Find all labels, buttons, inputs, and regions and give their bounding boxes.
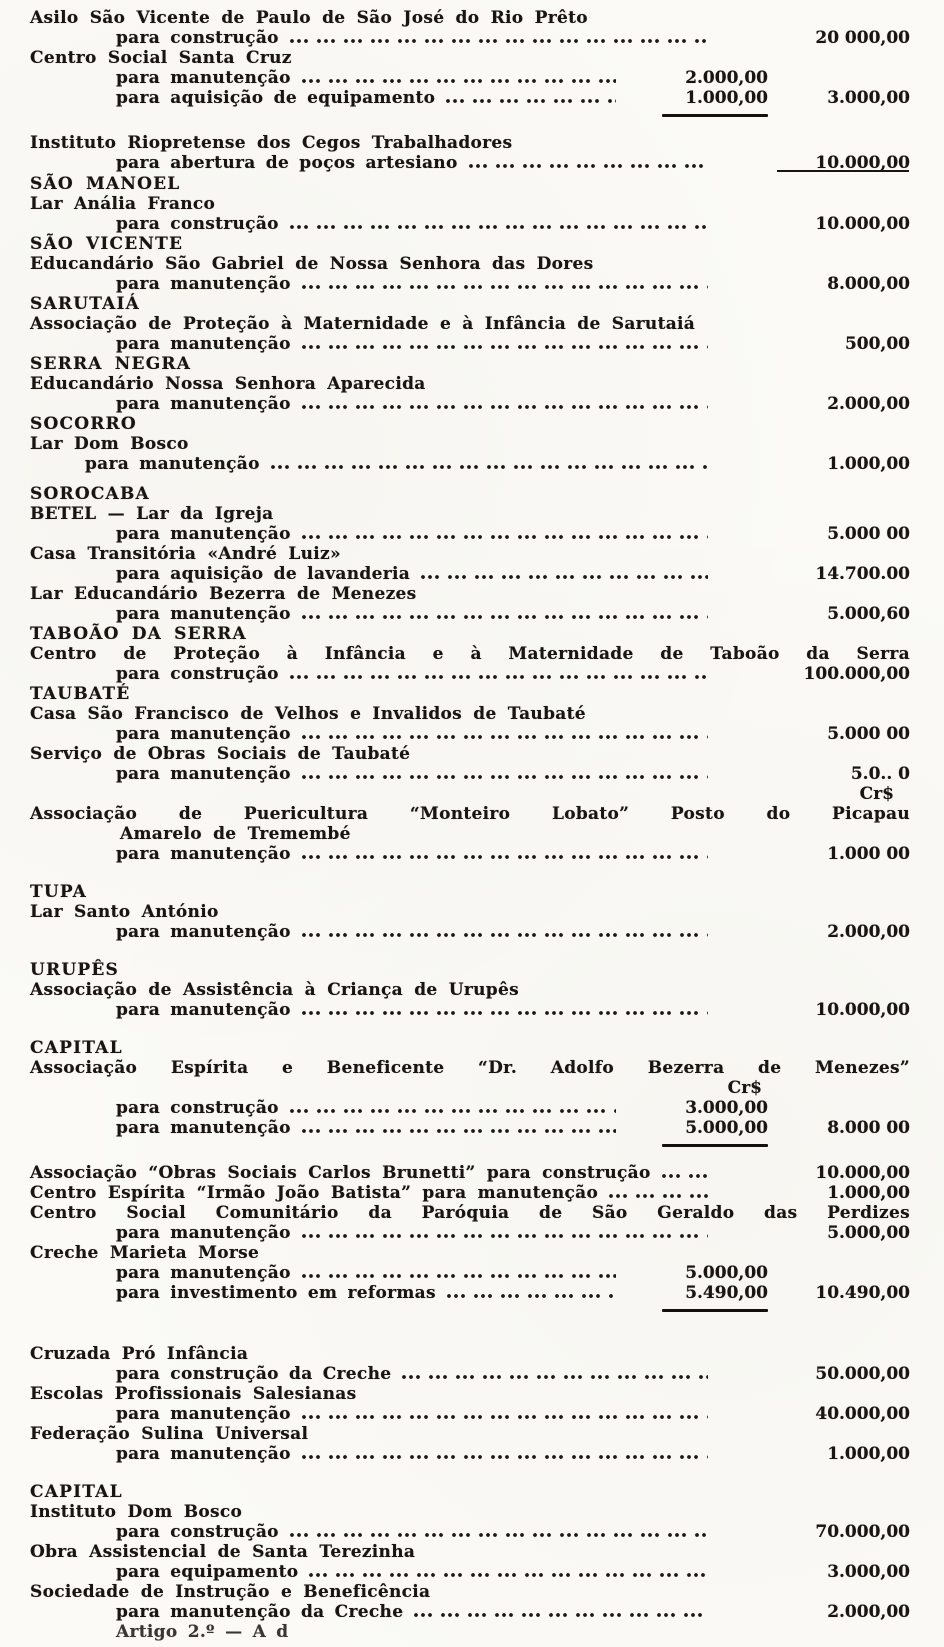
purpose-label: para manutenção xyxy=(116,724,291,744)
purpose-label: para manutenção xyxy=(116,68,291,88)
org-purpose-line: Centro Espírita “Irmão João Batista” para manutenção xyxy=(30,1183,599,1203)
dot-leader xyxy=(413,1602,708,1622)
amount-outer: 50.000,00 xyxy=(815,1364,910,1384)
document-row xyxy=(30,28,910,48)
document-row xyxy=(30,1582,910,1602)
org-name: Educandário Nossa Senhora Aparecida xyxy=(30,374,426,394)
dot-leader xyxy=(301,1404,708,1424)
document-row xyxy=(30,294,910,314)
amount-outer: 40.000,00 xyxy=(815,1404,910,1424)
purpose-label: para manutenção da Creche xyxy=(116,1602,404,1622)
document-row xyxy=(30,584,910,604)
spacer xyxy=(30,784,710,804)
dot-leader xyxy=(661,1163,708,1183)
dot-leader xyxy=(401,1364,708,1384)
city-header: TUPA xyxy=(30,882,88,902)
document-row xyxy=(30,1098,910,1118)
document-row xyxy=(30,394,910,414)
org-name: Escolas Profissionais Salesianas xyxy=(30,1384,357,1404)
document-row xyxy=(30,1223,910,1243)
document-row xyxy=(30,214,910,234)
city-header: SARUTAIÁ xyxy=(30,294,141,314)
document-row xyxy=(30,504,910,524)
dot-leader xyxy=(301,274,708,294)
document-row xyxy=(30,254,910,274)
org-name: Casa São Francisco de Velhos e Invalidos de Taubaté xyxy=(30,704,586,724)
document-row xyxy=(30,1502,910,1522)
org-name: Associação Espírita e Beneficente “Dr. Adolfo Bezerra de Menezes” xyxy=(30,1058,910,1078)
purpose-label: para manutenção xyxy=(85,454,260,474)
purpose-label: para manutenção xyxy=(116,274,291,294)
org-name: Instituto Dom Bosco xyxy=(30,1502,243,1522)
amount-outer: 8.000,00 xyxy=(827,274,910,294)
amount-outer: 100.000,00 xyxy=(803,664,910,684)
amount-outer: 10.000,00 xyxy=(815,1000,910,1020)
document-row xyxy=(30,8,910,28)
spacer xyxy=(30,1078,618,1098)
document-row xyxy=(30,1038,910,1058)
city-header: TABOÃO DA SERRA xyxy=(30,624,247,644)
spacer xyxy=(30,108,662,123)
document-row xyxy=(30,624,910,644)
currency-label: Cr$ xyxy=(727,1078,762,1098)
document-row xyxy=(30,764,910,784)
document-row xyxy=(30,1602,910,1622)
total-rule xyxy=(662,1309,768,1312)
purpose-label: para manutenção xyxy=(116,1000,291,1020)
org-name: Obra Assistencial de Santa Terezinha xyxy=(30,1542,416,1562)
dot-leader xyxy=(301,764,708,784)
org-name: Creche Marieta Morse xyxy=(30,1243,260,1263)
document-row xyxy=(30,1138,910,1153)
document-row xyxy=(30,1243,910,1263)
dot-leader xyxy=(301,1444,708,1464)
dot-leader xyxy=(608,1183,708,1203)
document-row xyxy=(30,1163,910,1183)
document-row xyxy=(30,454,910,474)
document-row xyxy=(30,194,910,214)
dot-leader xyxy=(420,564,708,584)
purpose-label: para construção xyxy=(116,664,279,684)
amount-outer: 14.700.00 xyxy=(815,564,910,584)
amount-outer: 2.000,00 xyxy=(827,394,910,414)
dot-leader xyxy=(289,28,708,48)
amount-outer: 10.000,00 xyxy=(815,214,910,234)
document-row xyxy=(30,1444,910,1464)
document-row xyxy=(30,784,910,804)
document-row xyxy=(30,1542,910,1562)
org-name-continuation: Amarelo de Tremembé xyxy=(120,824,351,844)
document-row xyxy=(30,544,910,564)
document-row xyxy=(30,68,910,88)
document-row xyxy=(30,1404,910,1424)
document-row xyxy=(30,524,910,544)
amount-outer: 5.000,00 xyxy=(827,1223,910,1243)
dot-leader xyxy=(289,1098,616,1118)
dot-leader xyxy=(301,922,708,942)
document-row xyxy=(30,1482,910,1502)
amount-outer: 1.000 00 xyxy=(827,844,910,864)
column-spacer xyxy=(768,1098,910,1118)
column-spacer xyxy=(768,1138,910,1153)
document-row xyxy=(30,882,910,902)
purpose-label: para manutenção xyxy=(116,844,291,864)
org-name: Federação Sulina Universal xyxy=(30,1424,309,1444)
dot-leader xyxy=(301,524,708,544)
purpose-label: para manutenção xyxy=(116,334,291,354)
spacer xyxy=(30,1138,662,1153)
document-row xyxy=(30,1058,910,1078)
purpose-label: para manutenção xyxy=(116,764,291,784)
amount-inner: 5.490,00 xyxy=(685,1283,768,1303)
amount-outer: 10.490,00 xyxy=(815,1283,910,1303)
purpose-label: para manutenção xyxy=(116,1263,291,1283)
document-row xyxy=(30,484,910,504)
dot-leader xyxy=(301,1118,616,1138)
amount-outer: 5.000 00 xyxy=(827,724,910,744)
city-header: SOCORRO xyxy=(30,414,137,434)
org-name: Associação de Assistência à Criança de Urupês xyxy=(30,980,519,1000)
document-row xyxy=(30,1522,910,1542)
city-header: TAUBATÉ xyxy=(30,684,131,704)
document-row xyxy=(30,744,910,764)
total-rule xyxy=(662,114,768,117)
purpose-label: para manutenção xyxy=(116,922,291,942)
amount-outer: 500,00 xyxy=(844,334,910,354)
document-row xyxy=(30,1622,910,1642)
document-row xyxy=(30,902,910,922)
document-row xyxy=(30,824,910,844)
purpose-label: para aquisição de equipamento xyxy=(116,88,436,108)
document-row xyxy=(30,48,910,68)
org-name: Instituto Riopretense dos Cegos Trabalhadores xyxy=(30,133,513,153)
document-row xyxy=(30,414,910,434)
org-name: Associação de Puericultura “Monteiro Lobato” Posto do Picapau xyxy=(30,804,910,824)
org-name: Lar Santo António xyxy=(30,902,219,922)
city-header: SERRA NEGRA xyxy=(30,354,192,374)
org-name: Educandário São Gabriel de Nossa Senhora das Dores xyxy=(30,254,594,274)
document-row xyxy=(30,1118,910,1138)
org-name: Sociedade de Instrução e Beneficência xyxy=(30,1582,431,1602)
document-row xyxy=(30,644,910,664)
column-spacer xyxy=(768,1078,910,1098)
document-row xyxy=(30,724,910,744)
purpose-label: para abertura de poços artesiano xyxy=(116,153,458,173)
document-row xyxy=(30,1364,910,1384)
city-header: URUPÊS xyxy=(30,960,119,980)
document-row xyxy=(30,274,910,294)
dot-leader xyxy=(301,1263,616,1283)
document-row xyxy=(30,1183,910,1203)
purpose-label: para construção xyxy=(116,1522,279,1542)
document-row xyxy=(30,133,910,153)
dot-leader xyxy=(301,394,708,414)
org-name: Lar Anália Franco xyxy=(30,194,216,214)
purpose-label: para equipamento xyxy=(116,1562,299,1582)
purpose-label: para construção xyxy=(116,214,279,234)
city-header: CAPITAL xyxy=(30,1482,123,1502)
purpose-label: para construção da Creche xyxy=(116,1364,392,1384)
org-name: Asilo São Vicente de Paulo de São José do Rio Prêto xyxy=(30,8,588,28)
amount-inner: 1.000,00 xyxy=(685,88,768,108)
dot-leader xyxy=(301,1000,708,1020)
city-header: SOROCABA xyxy=(30,484,150,504)
org-name: Centro Social Comunitário da Paróquia de São Geraldo das Perdizes xyxy=(30,1203,910,1223)
column-spacer xyxy=(768,1303,910,1318)
document-row xyxy=(30,1283,910,1303)
cut-off-line: Artigo 2.º — A d xyxy=(116,1622,289,1642)
document-row xyxy=(30,960,910,980)
amount-outer: 3.000,00 xyxy=(827,88,910,108)
dot-leader xyxy=(301,334,708,354)
purpose-label: para investimento em reformas xyxy=(116,1283,436,1303)
amount-outer: 5.000 00 xyxy=(827,524,910,544)
amount-outer: 70.000,00 xyxy=(815,1522,910,1542)
document-row xyxy=(30,314,910,334)
document-row xyxy=(30,664,910,684)
dot-leader xyxy=(301,724,708,744)
document-row xyxy=(30,1263,910,1283)
document-row xyxy=(30,804,910,824)
amount-outer: 10.000,00 xyxy=(710,153,910,174)
document-row xyxy=(30,88,910,108)
city-header: SÃO VICENTE xyxy=(30,234,184,254)
purpose-label: para manutenção xyxy=(116,1404,291,1424)
amount-inner: 2.000,00 xyxy=(685,68,768,88)
document-row xyxy=(30,604,910,624)
purpose-label: para aquisição de lavanderia xyxy=(116,564,411,584)
dot-leader xyxy=(446,1283,616,1303)
dot-leader xyxy=(445,88,616,108)
document-row xyxy=(30,1303,910,1318)
currency-label: Cr$ xyxy=(859,784,894,804)
amount-inner: 5.000,00 xyxy=(685,1263,768,1283)
org-name: Centro de Proteção à Infância e à Maternidade de Taboão da Serra xyxy=(30,644,910,664)
city-header: SÃO MANOEL xyxy=(30,174,181,194)
dot-leader xyxy=(270,454,708,474)
org-name: Lar Educandário Bezerra de Menezes xyxy=(30,584,417,604)
document-row xyxy=(30,434,910,454)
column-spacer xyxy=(768,108,910,123)
dot-leader xyxy=(308,1562,708,1582)
purpose-label: para construção xyxy=(116,28,279,48)
document-row xyxy=(30,1344,910,1364)
amount-outer: 2.000,00 xyxy=(827,922,910,942)
document-row xyxy=(30,153,910,174)
document-row xyxy=(30,1424,910,1444)
amount-outer: 5.0.. 0 xyxy=(850,764,910,784)
purpose-label: para manutenção xyxy=(116,1223,291,1243)
document-row xyxy=(30,844,910,864)
amount-outer: 1.000,00 xyxy=(827,1183,910,1203)
purpose-label: para manutenção xyxy=(116,604,291,624)
amount-outer: 1.000,00 xyxy=(827,1444,910,1464)
amount-inner: 3.000,00 xyxy=(685,1098,768,1118)
purpose-label: para manutenção xyxy=(116,524,291,544)
document-row xyxy=(30,684,910,704)
amount-outer: 10.000,00 xyxy=(815,1163,910,1183)
document-row xyxy=(30,922,910,942)
amount-outer: 5.000,60 xyxy=(827,604,910,624)
document-row xyxy=(30,704,910,724)
amount-outer: 20 000,00 xyxy=(815,28,910,48)
total-rule xyxy=(662,1144,768,1147)
document-row xyxy=(30,564,910,584)
dot-leader xyxy=(301,1223,708,1243)
org-name: Cruzada Pró Infância xyxy=(30,1344,249,1364)
dot-leader xyxy=(289,214,708,234)
amount-outer: 2.000,00 xyxy=(827,1602,910,1622)
purpose-label: para manutenção xyxy=(116,1118,291,1138)
document-row xyxy=(30,354,910,374)
org-name: BETEL — Lar da Igreja xyxy=(30,504,274,524)
amount-outer: 1.000,00 xyxy=(827,454,910,474)
spacer xyxy=(30,1303,662,1318)
dot-leader xyxy=(289,664,708,684)
document-row xyxy=(30,234,910,254)
document-row xyxy=(30,108,910,123)
dot-leader xyxy=(301,604,708,624)
document-row xyxy=(30,174,910,194)
org-name: Associação de Proteção à Maternidade e à Infância de Sarutaiá xyxy=(30,314,696,334)
document-row xyxy=(30,1203,910,1223)
document-row xyxy=(30,1000,910,1020)
dot-leader xyxy=(301,844,708,864)
column-spacer xyxy=(768,68,910,88)
column-spacer xyxy=(768,1263,910,1283)
org-name: Serviço de Obras Sociais de Taubaté xyxy=(30,744,411,764)
amount-outer: 8.000 00 xyxy=(827,1118,910,1138)
document-row xyxy=(30,1078,910,1098)
city-header: CAPITAL xyxy=(30,1038,123,1058)
amount-inner: 5.000,00 xyxy=(685,1118,768,1138)
org-purpose-line: Associação “Obras Sociais Carlos Brunetti” para construção xyxy=(30,1163,651,1183)
document-row xyxy=(30,1384,910,1404)
org-name: Casa Transitória «André Luiz» xyxy=(30,544,341,564)
org-name: Lar Dom Bosco xyxy=(30,434,189,454)
dot-leader xyxy=(468,153,708,174)
dot-leader xyxy=(289,1522,708,1542)
purpose-label: para construção xyxy=(116,1098,279,1118)
document-row xyxy=(30,334,910,354)
document-row xyxy=(30,1562,910,1582)
dot-leader xyxy=(301,68,616,88)
purpose-label: para manutenção xyxy=(116,1444,291,1464)
document-row xyxy=(30,374,910,394)
amount-outer: 3.000,00 xyxy=(827,1562,910,1582)
org-name: Centro Social Santa Cruz xyxy=(30,48,292,68)
purpose-label: para manutenção xyxy=(116,394,291,414)
document-row xyxy=(30,980,910,1000)
